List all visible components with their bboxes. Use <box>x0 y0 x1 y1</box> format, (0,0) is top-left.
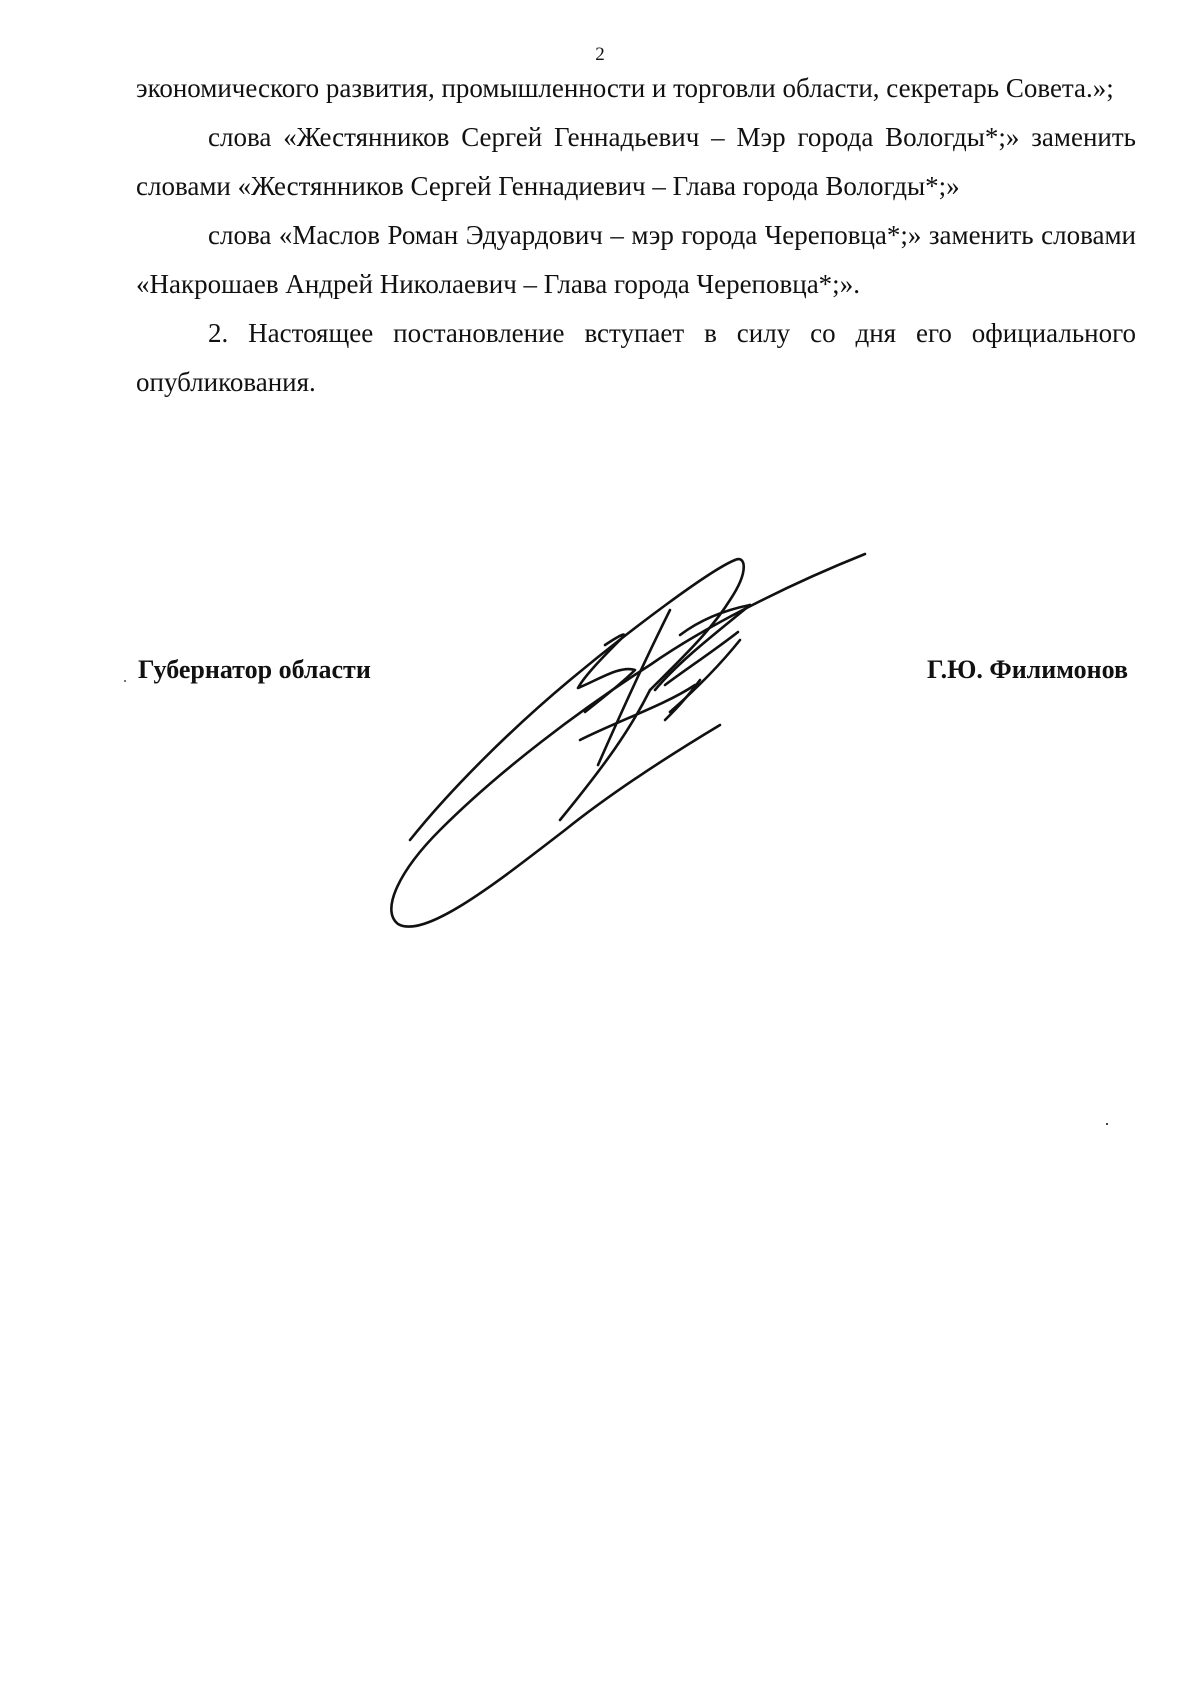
paragraph-cherepovets-replacement: слова «Маслов Роман Эдуардович – мэр города Череповца*;» заменить словами «Накрошаев Андрей Николаевич – Глава города Череповца*;». <box>136 220 1136 299</box>
signatory-name: Г.Ю. Филимонов <box>926 655 1128 684</box>
scan-speck <box>124 680 126 682</box>
scan-speck <box>1106 1123 1108 1125</box>
paragraph-vologda-replacement: слова «Жестянников Сергей Геннадьевич – Мэр города Вологды*;» заменить словами «Жестянников Сергей Геннадиевич – Глава города Вологды*;» <box>136 122 1136 201</box>
signatory-title: Губернатор области <box>138 655 371 684</box>
page-number: 2 <box>595 44 605 65</box>
document-body <box>136 64 1136 407</box>
paragraph-continuation: экономического развития, промышленности и торговли области, секретарь Совета.»; <box>136 73 1114 103</box>
paragraph-effective-date: 2. Настоящее постановление вступает в силу со дня его официального опубликования. <box>136 318 1136 397</box>
handwritten-signature-icon <box>380 540 940 940</box>
